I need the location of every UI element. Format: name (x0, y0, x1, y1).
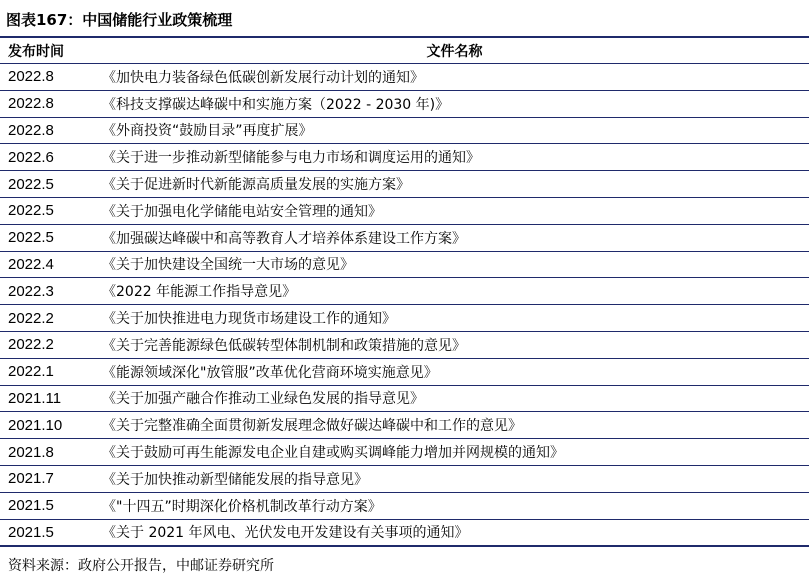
row-document: 《加快电力装备绿色低碳创新发展行动计划的通知》 (100, 64, 809, 91)
row-document: 《关于加快推动新型储能发展的指导意见》 (100, 465, 809, 492)
row-date: 2022.8 (0, 90, 100, 117)
header-date: 发布时间 (0, 38, 100, 64)
row-document: 《科技支撑碳达峰碳中和实施方案（2022 - 2030 年)》 (100, 90, 809, 117)
row-document: 《关于加强产融合作推动工业绿色发展的指导意见》 (100, 385, 809, 412)
table-row (0, 305, 809, 332)
row-document: 《关于加快建设全国统一大市场的意见》 (100, 251, 809, 278)
table-row (0, 331, 809, 358)
table-row (0, 465, 809, 492)
table-row (0, 171, 809, 198)
row-document: 《加强碳达峰碳中和高等教育人才培养体系建设工作方案》 (100, 224, 809, 251)
table-row (0, 144, 809, 171)
table-row (0, 251, 809, 278)
row-date: 2021.5 (0, 519, 100, 546)
table-header-row (0, 38, 809, 64)
policy-table (0, 38, 809, 547)
table-row (0, 278, 809, 305)
row-document: 《关于 2021 年风电、光伏发电开发建设有关事项的通知》 (100, 519, 809, 546)
figure-title: 图表167：中国储能行业政策梳理 (6, 11, 233, 29)
row-date: 2021.8 (0, 439, 100, 466)
row-date: 2021.7 (0, 465, 100, 492)
row-date: 2021.10 (0, 412, 100, 439)
row-date: 2022.5 (0, 171, 100, 198)
row-date: 2022.3 (0, 278, 100, 305)
table-row (0, 358, 809, 385)
table-row (0, 492, 809, 519)
table-row (0, 412, 809, 439)
row-document: 《关于完整准确全面贯彻新发展理念做好碳达峰碳中和工作的意见》 (100, 412, 809, 439)
row-document: 《关于加强电化学储能电站安全管理的通知》 (100, 197, 809, 224)
row-document: 《关于鼓励可再生能源发电企业自建或购买调峰能力增加并网规模的通知》 (100, 439, 809, 466)
row-date: 2022.8 (0, 117, 100, 144)
table-row (0, 64, 809, 91)
row-document: 《关于加快推进电力现货市场建设工作的通知》 (100, 305, 809, 332)
source-note: 资料来源：政府公开报告，中邮证券研究所 (8, 558, 274, 574)
row-date: 2022.5 (0, 224, 100, 251)
row-document: 《能源领域深化"放管服”改革优化营商环境实施意见》 (100, 358, 809, 385)
row-date: 2022.4 (0, 251, 100, 278)
table-row (0, 385, 809, 412)
table-row (0, 224, 809, 251)
row-document: 《关于进一步推动新型储能参与电力市场和调度运用的通知》 (100, 144, 809, 171)
row-date: 2022.1 (0, 358, 100, 385)
row-document: 《2022 年能源工作指导意见》 (100, 278, 809, 305)
row-date: 2022.6 (0, 144, 100, 171)
row-document: 《关于促进新时代新能源高质量发展的实施方案》 (100, 171, 809, 198)
row-date: 2021.11 (0, 385, 100, 412)
table-row (0, 117, 809, 144)
row-document: 《外商投资“鼓励目录”再度扩展》 (100, 117, 809, 144)
row-date: 2022.8 (0, 64, 100, 91)
table-row (0, 519, 809, 546)
row-document: 《"十四五”时期深化价格机制改革行动方案》 (100, 492, 809, 519)
table-row (0, 197, 809, 224)
row-date: 2022.2 (0, 305, 100, 332)
table-row (0, 90, 809, 117)
table-row (0, 439, 809, 466)
row-date: 2022.2 (0, 331, 100, 358)
row-date: 2022.5 (0, 197, 100, 224)
row-date: 2021.5 (0, 492, 100, 519)
header-doc: 文件名称 (100, 38, 809, 64)
row-document: 《关于完善能源绿色低碳转型体制机制和政策措施的意见》 (100, 331, 809, 358)
